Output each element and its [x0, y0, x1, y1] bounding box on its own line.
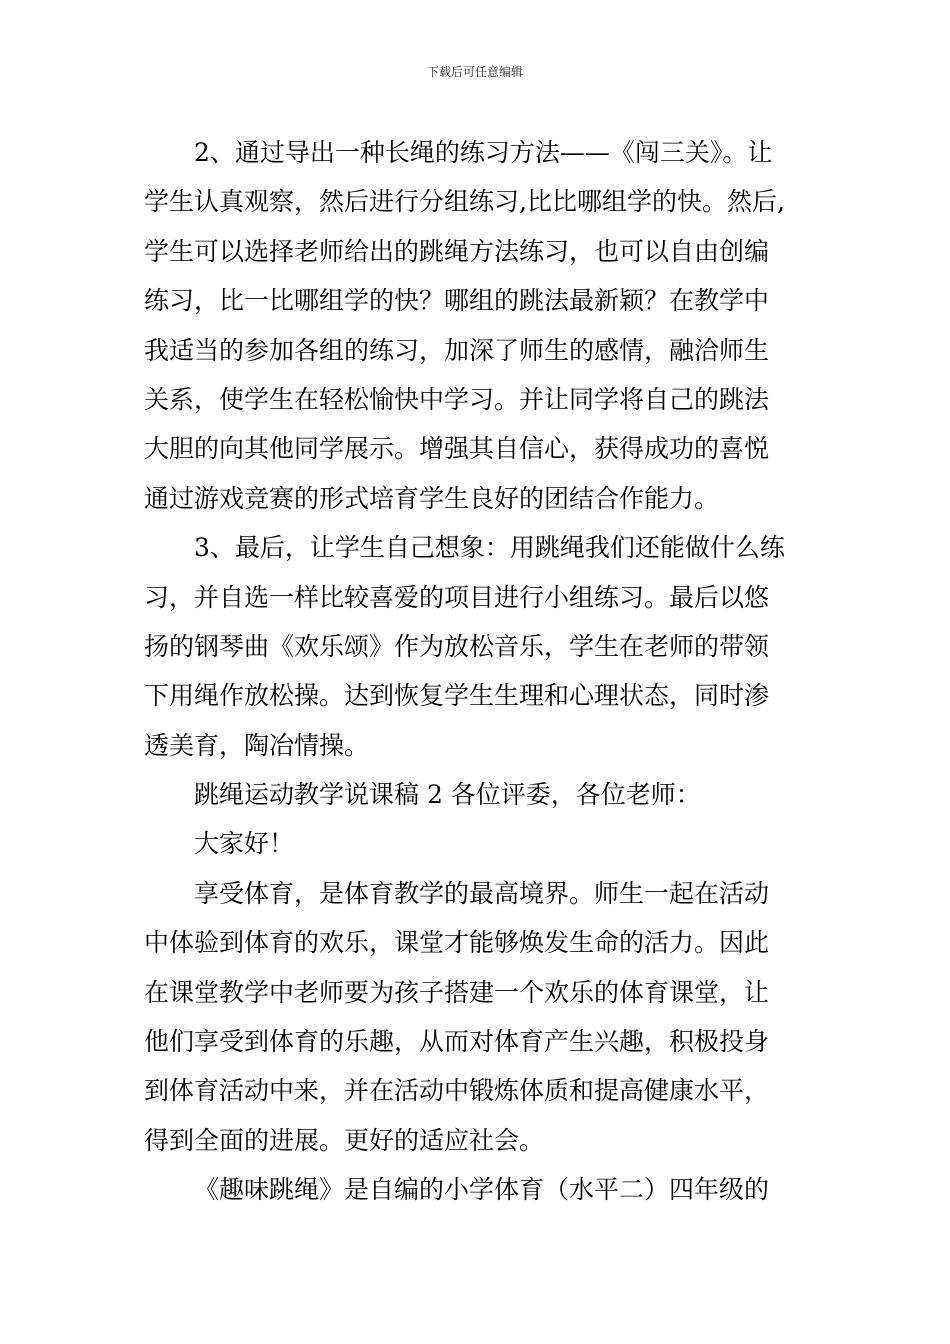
text-line: 习，并自选一样比较喜爱的项目进行小组练习。最后以悠	[144, 582, 770, 612]
text-line: 练习，比一比哪组学的快？哪组的跳法最新颖？在教学中	[144, 286, 770, 316]
text-line: 他们享受到体育的乐趣，从而对体育产生兴趣，积极投身	[144, 1027, 770, 1057]
page-header: 下载后可任意编辑	[426, 65, 523, 79]
text-line: 《趣味跳绳》是自编的小学体育（水平二）四年级的	[194, 1175, 770, 1205]
text-line: 透美育，陶冶情操。	[144, 730, 370, 760]
text-line: 我适当的参加各组的练习，加深了师生的感情，融洽师生	[144, 335, 770, 365]
text-line: 得到全面的进展。更好的适应社会。	[144, 1125, 545, 1155]
text-line: 大家好！	[194, 829, 295, 859]
text-line: 享受体育，是体育教学的最高境界。师生一起在活动	[194, 878, 770, 908]
text-line: 跳绳运动教学说课稿 2 各位评委，各位老师：	[194, 780, 701, 810]
text-line: 3、最后，让学生自己想象：用跳绳我们还能做什么练	[194, 533, 785, 563]
text-line: 下用绳作放松操。达到恢复学生生理和心理状态，同时渗	[144, 681, 770, 711]
text-line: 到体育活动中来，并在活动中锻炼体质和提高健康水平，	[144, 1076, 770, 1106]
text-line: 大胆的向其他同学展示。增强其自信心，获得成功的喜悦	[144, 434, 770, 464]
text-line: 在课堂教学中老师要为孩子搭建一个欢乐的体育课堂，让	[144, 977, 770, 1007]
text-line: 关系，使学生在轻松愉快中学习。并让同学将自己的跳法	[144, 384, 770, 414]
text-line: 2、通过导出一种长绳的练习方法——《闯三关》。让	[194, 138, 773, 167]
text-line: 学生可以选择老师给出的跳绳方法练习，也可以自由创编	[144, 236, 770, 266]
text-line: 扬的钢琴曲《欢乐颂》作为放松音乐，学生在老师的带领	[144, 631, 770, 661]
text-line: 学生认真观察，然后进行分组练习,比比哪组学的快。然后,	[144, 187, 785, 217]
text-line: 通过游戏竞赛的形式培育学生良好的团结合作能力。	[144, 483, 720, 513]
text-line: 中体验到体育的欢乐，课堂才能够焕发生命的活力。因此	[144, 928, 770, 958]
document-body	[144, 128, 816, 1215]
